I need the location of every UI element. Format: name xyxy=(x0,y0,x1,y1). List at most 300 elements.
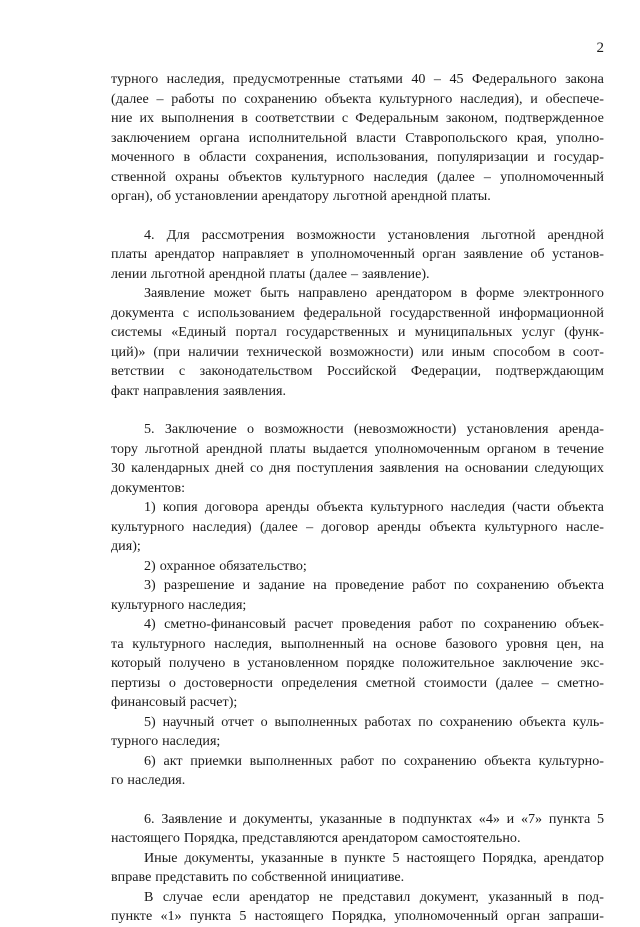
word: 4) xyxy=(144,616,156,632)
word: в xyxy=(388,810,396,827)
text-line xyxy=(111,284,604,304)
text-line xyxy=(111,440,604,460)
word: платы xyxy=(269,265,306,282)
word: в xyxy=(183,149,191,165)
word: указанные xyxy=(319,810,383,827)
word: арендной xyxy=(390,188,448,204)
paragraph xyxy=(111,849,604,888)
word: платы. xyxy=(451,188,491,204)
word: популяризации xyxy=(437,149,529,165)
word: уполно- xyxy=(556,129,604,146)
word: календарных xyxy=(131,460,210,476)
word: документы, xyxy=(243,810,313,827)
word: отчет xyxy=(221,713,254,730)
word: арендатору xyxy=(261,188,329,204)
text-line xyxy=(111,245,604,265)
word: об xyxy=(156,188,172,204)
word: о xyxy=(168,674,176,691)
text-line xyxy=(111,148,604,168)
word: объекта xyxy=(324,90,372,107)
word: культурного xyxy=(132,635,206,652)
word: по xyxy=(381,752,397,769)
word: законодательством xyxy=(199,363,313,379)
word: муниципальных xyxy=(414,324,513,340)
word: получено xyxy=(168,655,226,671)
word: и xyxy=(228,810,237,827)
word: объек- xyxy=(565,616,604,632)
word: в xyxy=(233,655,240,671)
word: 45 xyxy=(449,71,464,87)
word: В xyxy=(144,888,154,905)
word: государ- xyxy=(553,149,604,165)
word: пункте xyxy=(111,908,153,924)
word: лении xyxy=(111,265,147,282)
word: договор xyxy=(321,518,369,535)
paragraph-gap xyxy=(111,401,604,420)
word: выполненный xyxy=(280,635,365,652)
word: наследия, xyxy=(166,71,225,87)
word: использованием xyxy=(197,304,295,321)
text-line xyxy=(111,109,604,129)
word: со xyxy=(250,460,264,476)
text-line xyxy=(111,654,604,674)
word: 4. xyxy=(144,226,155,243)
word: наследия) xyxy=(192,518,252,535)
paragraph xyxy=(111,226,604,285)
text-line xyxy=(111,576,604,596)
word: возможности) xyxy=(329,343,414,360)
word: с xyxy=(178,363,186,379)
word: расчет xyxy=(294,616,334,632)
word: финансовый xyxy=(111,694,186,710)
word: льготной xyxy=(145,440,200,457)
word: (при xyxy=(153,343,181,360)
text-line xyxy=(111,674,604,694)
word: факт xyxy=(111,382,140,399)
word: Порядка, xyxy=(331,908,387,924)
word: «Единый xyxy=(171,324,227,340)
word: уполномоченный xyxy=(394,908,499,924)
word: федеральной xyxy=(303,304,382,321)
word: работ xyxy=(412,577,446,593)
word: если xyxy=(212,888,240,905)
word: наследия xyxy=(373,168,428,185)
word: (невозможности) xyxy=(353,421,457,437)
word: в xyxy=(558,343,565,360)
word: портал xyxy=(235,324,277,340)
word: настоящего xyxy=(406,849,476,866)
word: культурного xyxy=(291,168,365,185)
word: пункте xyxy=(344,849,386,866)
word: объекта xyxy=(557,499,604,515)
word: льготной xyxy=(481,226,536,243)
word: электронного xyxy=(523,285,604,301)
text-line xyxy=(111,459,604,479)
text-line xyxy=(111,90,604,110)
word: и xyxy=(530,90,538,107)
paragraph xyxy=(111,713,604,752)
document-body xyxy=(111,70,604,927)
paragraph-gap xyxy=(111,791,604,810)
word: случае xyxy=(162,888,203,905)
word: документ, xyxy=(419,888,479,905)
word: наследия; xyxy=(162,733,221,749)
word: – xyxy=(156,90,164,107)
word: о xyxy=(260,713,268,730)
word: проведения xyxy=(341,616,411,632)
word: работ xyxy=(419,616,453,632)
text-line xyxy=(111,362,604,382)
word: в xyxy=(460,285,468,301)
text-line xyxy=(111,187,604,207)
word: насле- xyxy=(565,518,604,535)
word: сохранению xyxy=(244,90,317,107)
word: направлено xyxy=(298,285,368,301)
word: закона xyxy=(565,71,604,87)
word: документов: xyxy=(111,479,186,496)
word: 5) xyxy=(144,713,156,730)
word: наличии xyxy=(188,343,239,360)
word: в xyxy=(561,888,569,905)
word: акт xyxy=(163,752,183,769)
word: об xyxy=(530,246,545,262)
word: научный xyxy=(162,713,215,730)
word: органа xyxy=(199,129,240,146)
word: «4» xyxy=(478,810,500,827)
word: указанные xyxy=(261,849,324,866)
word: возможности xyxy=(264,421,344,437)
word: сохранению xyxy=(476,577,550,593)
word: Порядка, xyxy=(482,849,537,866)
text-line xyxy=(111,868,604,888)
word: 5 xyxy=(239,908,247,924)
word: выдается xyxy=(312,440,368,457)
word: копия xyxy=(162,499,198,515)
word: наследия xyxy=(450,499,505,515)
word: документа xyxy=(111,304,175,321)
word: работах xyxy=(364,713,412,730)
text-line xyxy=(111,615,604,635)
word: Ставропольского xyxy=(405,129,508,146)
word: льготной xyxy=(150,265,205,282)
word: охранное xyxy=(159,557,216,574)
paragraph xyxy=(111,557,604,577)
word: форме xyxy=(476,285,515,301)
word: орган xyxy=(422,246,456,262)
word: работы xyxy=(171,90,215,107)
word: установ- xyxy=(552,246,604,262)
word: – xyxy=(350,265,359,282)
text-line xyxy=(111,888,604,908)
word: Заявление xyxy=(144,285,205,301)
paragraph xyxy=(111,420,604,498)
word: подпунктах xyxy=(402,810,473,827)
word: 40 xyxy=(411,71,426,87)
word: дня xyxy=(269,460,291,476)
word: в xyxy=(241,110,248,126)
word: объекта xyxy=(429,518,477,535)
word: (далее xyxy=(495,674,534,691)
word: технической xyxy=(246,343,322,360)
word: по xyxy=(418,713,433,730)
word: 3) xyxy=(144,577,156,593)
word: определения xyxy=(281,674,358,691)
word: исполнительной xyxy=(248,129,348,146)
word: экс- xyxy=(580,655,604,671)
word: заявления. xyxy=(222,382,287,399)
word: уровня xyxy=(505,635,548,652)
word: расчет); xyxy=(189,694,238,710)
paragraph xyxy=(111,284,604,401)
word: 30 xyxy=(111,460,126,476)
word: который xyxy=(111,655,162,671)
word: ветствии xyxy=(111,363,165,379)
word: 2) xyxy=(144,557,156,574)
word: сохранению xyxy=(403,752,477,769)
word: заключением xyxy=(111,129,191,146)
word: объекта xyxy=(316,499,364,515)
text-line xyxy=(111,518,604,538)
word: аренды xyxy=(265,499,310,515)
word: способом xyxy=(493,343,551,360)
word: течение xyxy=(557,440,604,457)
word: ственной xyxy=(111,168,166,185)
text-line xyxy=(111,596,604,616)
word: подтвержденное xyxy=(504,110,604,126)
word: сметно- xyxy=(557,674,604,691)
paragraph-gap xyxy=(111,207,604,226)
word: (далее xyxy=(111,90,149,107)
word: базового xyxy=(445,635,498,652)
word: 5. xyxy=(144,421,155,437)
word: самостоятельно. xyxy=(421,830,521,846)
page-number: 2 xyxy=(596,40,604,56)
word: арендной xyxy=(547,226,604,243)
paragraph xyxy=(111,70,604,207)
text-line xyxy=(111,635,604,655)
word: разрешение xyxy=(163,577,235,593)
text-line xyxy=(111,129,604,149)
word: (функ- xyxy=(564,324,604,340)
word: направления xyxy=(143,382,219,399)
word: законом, xyxy=(445,110,498,126)
word: стоимости xyxy=(423,674,488,691)
word: объекта xyxy=(519,713,566,730)
word: приемки xyxy=(190,752,242,769)
word: работ xyxy=(340,752,374,769)
text-line xyxy=(111,265,604,285)
word: (далее xyxy=(309,265,348,282)
word: с xyxy=(182,304,189,321)
word: или xyxy=(421,343,444,360)
word: наследия. xyxy=(127,772,186,788)
text-line xyxy=(111,498,604,518)
text-line xyxy=(111,849,604,869)
text-line xyxy=(111,771,604,791)
word: вправе xyxy=(111,869,152,885)
word: указанный xyxy=(488,888,553,905)
word: следующих xyxy=(534,460,604,476)
word: по xyxy=(460,616,476,632)
word: «1» xyxy=(160,908,182,924)
word: власти xyxy=(356,129,396,146)
word: статьями xyxy=(348,71,403,87)
word: Для xyxy=(166,226,190,243)
word: соответствии xyxy=(255,110,335,126)
word: охраны xyxy=(175,168,220,185)
word: орган xyxy=(506,908,541,924)
word: культурного xyxy=(111,518,185,535)
word: 5 xyxy=(392,849,400,866)
word: сметно-финансовый xyxy=(164,616,286,632)
word: настоящего xyxy=(111,830,180,846)
word: государственных xyxy=(286,324,389,340)
word: основе xyxy=(395,635,437,652)
word: иным xyxy=(451,343,486,360)
text-line xyxy=(111,732,604,752)
word: задание xyxy=(258,577,305,593)
word: заключение xyxy=(502,655,573,671)
word: – xyxy=(483,168,491,185)
word: «7» xyxy=(520,810,543,827)
word: сохранения, xyxy=(255,149,328,165)
text-line xyxy=(111,323,604,343)
word: моченного xyxy=(111,149,175,165)
word: порядке xyxy=(346,655,395,671)
word: куль- xyxy=(572,713,604,730)
word: органом xyxy=(486,440,537,457)
word: запраши- xyxy=(548,908,604,924)
word: заявление xyxy=(463,246,523,262)
word: использования, xyxy=(336,149,429,165)
word: арендатором xyxy=(375,285,452,301)
word: представить xyxy=(155,869,229,885)
word: льготной xyxy=(332,188,387,204)
text-line xyxy=(111,304,604,324)
text-line xyxy=(111,70,604,90)
text-line xyxy=(111,752,604,772)
word: турного xyxy=(111,733,159,749)
word: представляются xyxy=(242,830,339,846)
word: их xyxy=(139,110,155,126)
word: государственной xyxy=(389,304,491,321)
word: 6) xyxy=(144,752,156,769)
word: культурного xyxy=(379,90,453,107)
word: объекта xyxy=(484,752,531,769)
text-line xyxy=(111,829,604,849)
word: договора xyxy=(204,499,259,515)
word: культурного xyxy=(370,499,444,515)
word: в xyxy=(543,440,551,457)
word: арендатором xyxy=(342,830,419,846)
word: арендатор xyxy=(543,849,604,866)
word: Федерального xyxy=(472,71,557,87)
text-line xyxy=(111,479,604,499)
word: тору xyxy=(111,440,138,457)
word: уполномоченным xyxy=(374,440,480,457)
word: заявление). xyxy=(361,265,430,282)
word: Заявление xyxy=(161,810,223,827)
word: системы xyxy=(111,324,162,340)
word: в xyxy=(296,246,304,262)
word: пункта xyxy=(189,908,232,924)
word: и xyxy=(397,324,406,340)
word: Российской xyxy=(326,363,397,379)
word: обеспече- xyxy=(545,90,604,107)
word: выполненных xyxy=(274,713,358,730)
word: положительное xyxy=(402,655,495,671)
word: уполномоченный xyxy=(310,246,415,262)
word: с xyxy=(341,110,349,126)
paragraph xyxy=(111,810,604,849)
word: и xyxy=(506,810,515,827)
word: о xyxy=(247,421,255,437)
word: культурного xyxy=(484,518,558,535)
paragraph xyxy=(111,498,604,557)
word: инициативе. xyxy=(330,869,405,885)
word: культурно- xyxy=(538,752,604,769)
word: соот- xyxy=(572,343,604,360)
word: 1) xyxy=(144,499,156,515)
word: Порядка, xyxy=(183,830,239,846)
text-line xyxy=(111,810,604,830)
word: на xyxy=(372,635,387,652)
word: заявления xyxy=(379,460,439,476)
word: – xyxy=(433,71,441,87)
word: платы xyxy=(111,246,148,262)
word: на xyxy=(590,635,604,652)
word: пункта xyxy=(548,810,591,827)
word: 6. xyxy=(144,810,155,827)
word: пертизы xyxy=(111,674,161,691)
word: установления xyxy=(387,226,470,243)
word: дней xyxy=(215,460,245,476)
word: по xyxy=(453,577,469,593)
word: по xyxy=(221,90,237,107)
text-line xyxy=(111,693,604,713)
word: – xyxy=(306,518,314,535)
word: достоверности xyxy=(184,674,273,691)
word: собственной xyxy=(251,869,327,885)
word: направляет xyxy=(222,246,290,262)
word: выполнения xyxy=(161,110,235,126)
word: на xyxy=(444,460,459,476)
text-line xyxy=(111,168,604,188)
paragraph xyxy=(111,888,604,927)
text-line xyxy=(111,226,604,246)
word: го xyxy=(111,772,124,788)
word: Заключение xyxy=(164,421,237,437)
word: ций)» xyxy=(111,343,146,360)
word: наследия; xyxy=(188,596,247,613)
word: выполненных xyxy=(249,752,333,769)
word: Федерации, xyxy=(410,363,482,379)
word: – xyxy=(541,674,549,691)
word: установления xyxy=(466,421,549,437)
word: та xyxy=(111,635,124,652)
word: (далее xyxy=(436,168,475,185)
word: (далее xyxy=(259,518,298,535)
word: и xyxy=(537,149,545,165)
word: в xyxy=(330,849,338,866)
word: на xyxy=(313,577,327,593)
text-line xyxy=(111,343,604,363)
word: (части xyxy=(512,499,551,515)
word: объекта xyxy=(557,577,604,593)
word: сохранению xyxy=(439,713,513,730)
word: установленном xyxy=(247,655,339,671)
word: Иные xyxy=(144,849,178,866)
